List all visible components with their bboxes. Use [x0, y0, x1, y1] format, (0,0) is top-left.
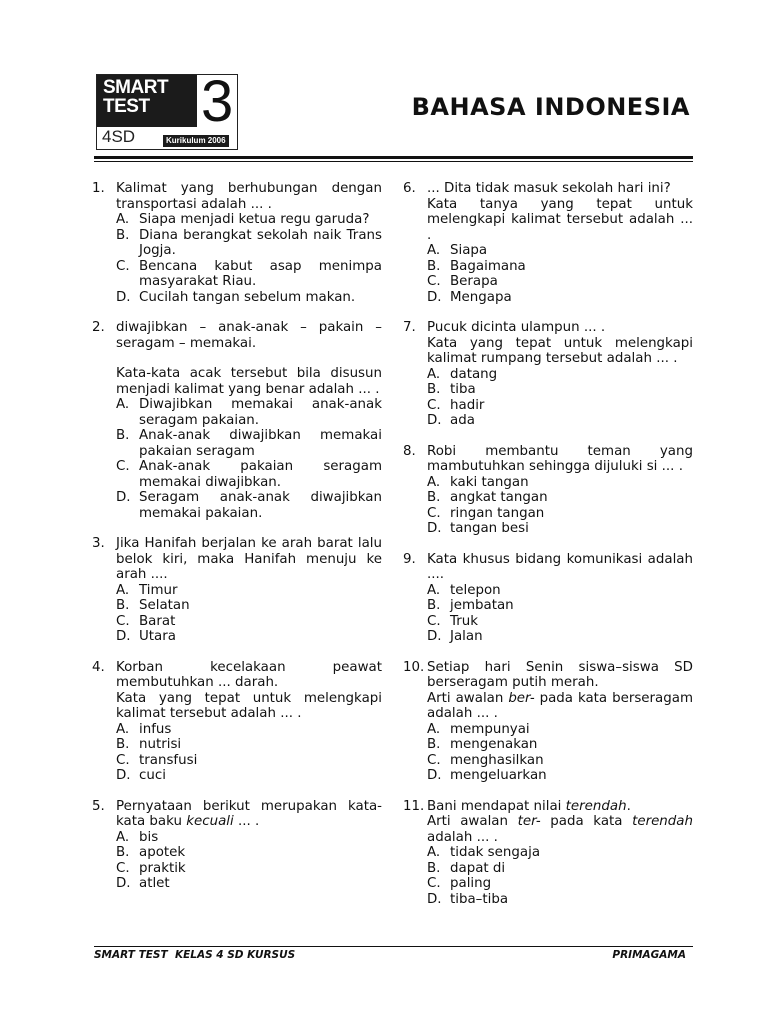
question-4	[92, 660, 382, 784]
question-7	[403, 320, 693, 429]
option-letter: B.	[427, 860, 441, 876]
option[interactable]	[427, 290, 693, 306]
stem-italic: terendah	[565, 798, 627, 814]
option-letter: B.	[427, 598, 441, 613]
option[interactable]	[427, 475, 693, 491]
option[interactable]	[116, 861, 382, 877]
option-text: hadir	[450, 397, 485, 413]
stem-text: pada kata	[540, 814, 633, 829]
option[interactable]	[116, 753, 382, 769]
option-letter: A.	[116, 212, 130, 227]
question-10	[403, 660, 693, 784]
option-letter: A.	[427, 721, 441, 737]
option-letter: C.	[116, 459, 130, 474]
option[interactable]	[116, 212, 382, 228]
question-stem: Robi membantu teman yang mambutuhkan sehingga dijuluki si ... .	[427, 443, 693, 474]
option-text: Utara	[139, 629, 176, 644]
logo-line2: TEST	[103, 96, 150, 117]
stem-text: ... .	[233, 814, 260, 829]
option-letter: B.	[116, 845, 130, 860]
option[interactable]	[116, 228, 382, 259]
header-rule-thick	[94, 156, 693, 159]
option[interactable]	[427, 583, 693, 599]
option-letter: A.	[427, 582, 441, 598]
option[interactable]	[116, 598, 382, 614]
stem-italic: ber-	[508, 690, 535, 706]
option-letter: B.	[116, 737, 130, 752]
option-letter: B.	[116, 227, 130, 243]
option[interactable]	[427, 367, 693, 383]
logo-grade: 4SD	[102, 127, 136, 146]
option-letter: B.	[116, 428, 130, 443]
footer-rule	[94, 946, 693, 947]
option[interactable]	[116, 459, 382, 490]
option-text: kaki tangan	[450, 474, 529, 490]
question-5	[92, 799, 382, 892]
option-letter: D.	[116, 629, 131, 644]
option[interactable]	[427, 737, 693, 753]
option-letter: D.	[116, 289, 131, 305]
question-stem: Kata yang tepat untuk melengkapi kalimat tersebut adalah ... .	[116, 690, 382, 721]
option-letter: D.	[427, 768, 442, 783]
option-text: infus	[139, 721, 172, 737]
option[interactable]	[427, 274, 693, 290]
option-letter: D.	[116, 876, 131, 891]
option-text: transfusi	[139, 752, 198, 768]
option[interactable]	[427, 398, 693, 414]
option[interactable]	[427, 243, 693, 259]
option-text: Bagaimana	[450, 258, 526, 274]
option-letter: A.	[427, 845, 441, 860]
stem-text: adalah ... .	[427, 829, 498, 845]
option-letter: C.	[116, 258, 130, 274]
left-column	[92, 181, 382, 907]
question-8	[403, 444, 693, 537]
option-text: tiba–tiba	[450, 891, 509, 907]
option-text: Diana berangkat sekolah naik Trans Jogja.	[139, 227, 382, 258]
option[interactable]	[116, 259, 382, 290]
question-number: 8.	[403, 443, 416, 459]
question-number: 11.	[403, 798, 425, 814]
option-letter: B.	[116, 598, 130, 613]
option[interactable]	[116, 845, 382, 861]
option-text: atlet	[139, 876, 170, 891]
question-stem: Jika Hanifah berjalan ke arah barat lalu belok kiri, maka Hanifah menuju ke arah ....	[116, 536, 382, 582]
option-letter: B.	[427, 258, 441, 274]
option-letter: C.	[116, 860, 130, 876]
question-11	[403, 799, 693, 908]
option-text: Siapa	[450, 243, 488, 258]
option-letter: A.	[427, 243, 441, 258]
option-letter: D.	[427, 521, 442, 536]
question-stem	[116, 799, 382, 830]
option[interactable]	[427, 861, 693, 877]
option[interactable]	[427, 876, 693, 892]
option-letter: A.	[116, 582, 130, 598]
option[interactable]	[427, 259, 693, 275]
option[interactable]	[427, 753, 693, 769]
option-letter: A.	[116, 721, 130, 737]
option[interactable]	[116, 614, 382, 630]
stem-text: pada kata berseragam adalah ... .	[427, 690, 693, 721]
option-text: dapat di	[450, 860, 506, 876]
logo-line1: SMART	[103, 77, 169, 98]
question-number: 10.	[403, 659, 425, 675]
question-number: 6.	[403, 181, 416, 196]
option[interactable]	[427, 506, 693, 522]
option-letter: B.	[427, 737, 441, 752]
option-text: Berapa	[450, 274, 498, 289]
option-text: jembatan	[450, 598, 514, 613]
question-stem	[427, 799, 693, 815]
option-letter: D.	[427, 629, 442, 644]
logo-number: 3	[201, 74, 234, 134]
option-text: tiba	[450, 382, 476, 397]
stem-italic: ter-	[517, 814, 541, 829]
option-letter: D.	[116, 490, 131, 505]
option[interactable]	[116, 490, 382, 521]
right-column	[403, 181, 693, 922]
option[interactable]	[116, 768, 382, 784]
question-3	[92, 536, 382, 645]
question-stem: Kata-kata acak tersebut bila disusun menjadi kalimat yang benar adalah ... .	[116, 366, 382, 397]
option[interactable]	[116, 397, 382, 428]
option[interactable]	[116, 876, 382, 892]
stem-italic: terendah	[632, 814, 693, 829]
option[interactable]	[427, 768, 693, 784]
question-1	[92, 181, 382, 305]
option-text: apotek	[139, 845, 186, 860]
question-6	[403, 181, 693, 305]
option-letter: D.	[427, 891, 442, 907]
question-number: 5.	[92, 798, 105, 814]
header-rule-thin	[94, 161, 693, 162]
option-text: paling	[450, 876, 492, 891]
option-letter: A.	[427, 366, 441, 382]
question-number: 2.	[92, 320, 105, 335]
option-text: nutrisi	[139, 737, 182, 752]
option[interactable]	[116, 629, 382, 645]
option-text: praktik	[139, 860, 186, 876]
question-stem	[427, 814, 693, 845]
option[interactable]	[427, 614, 693, 630]
option-letter: D.	[116, 768, 131, 783]
question-stem: Kalimat yang berhubungan dengan transportasi adalah ... .	[116, 181, 382, 212]
question-stem: Pucuk dicinta ulampun ... .	[427, 320, 606, 335]
option-letter: C.	[116, 752, 130, 768]
option-text: Siapa menjadi ketua regu garuda?	[139, 212, 370, 227]
option[interactable]	[427, 845, 693, 861]
option-text: tangan besi	[450, 521, 529, 536]
option-text: bis	[139, 829, 159, 845]
question-number: 9.	[403, 551, 416, 567]
option-text: ada	[450, 413, 475, 428]
question-number: 7.	[403, 320, 416, 335]
option-text: Anak-anak pakaian seragam memakai diwajibkan.	[139, 459, 382, 490]
option-letter: A.	[427, 474, 441, 490]
option-letter: B.	[427, 490, 441, 505]
option[interactable]	[116, 583, 382, 599]
stem-text: .	[626, 798, 631, 814]
option-letter: D.	[427, 289, 442, 305]
option-text: Jalan	[450, 629, 483, 644]
option[interactable]	[427, 413, 693, 429]
option-text: Bencana kabut asap menimpa masyarakat Riau.	[139, 258, 382, 289]
option-text: cuci	[139, 768, 166, 783]
option[interactable]	[116, 737, 382, 753]
option-text: Anak-anak diwajibkan memakai pakaian seragam	[139, 428, 382, 459]
question-stem: Kata khusus bidang komunikasi adalah ....	[427, 551, 693, 582]
option-letter: C.	[427, 505, 441, 521]
question-stem: Korban kecelakaan peawat membutuhkan ... darah.	[116, 659, 382, 690]
question-stem: Setiap hari Senin siswa–siswa SD berseragam putih merah.	[427, 659, 693, 690]
option[interactable]	[427, 490, 693, 506]
option-letter: C.	[427, 752, 441, 768]
option-letter: C.	[427, 876, 441, 891]
question-2	[92, 320, 382, 521]
option[interactable]	[427, 722, 693, 738]
footer-left-text: SMART TEST KELAS 4 SD KURSUS	[94, 949, 296, 961]
option-text: telepon	[450, 582, 501, 598]
question-stem: ... Dita tidak masuk sekolah hari ini?	[427, 181, 671, 196]
stem-text: Arti awalan	[427, 690, 509, 706]
stem-italic: kecuali	[186, 814, 234, 829]
option-letter: C.	[116, 613, 130, 629]
stem-text: Bani mendapat nilai	[427, 798, 566, 814]
option-text: Mengapa	[450, 289, 512, 305]
page-title: BAHASA INDONESIA	[411, 93, 690, 121]
option[interactable]	[427, 629, 693, 645]
option-letter: C.	[427, 397, 441, 413]
question-stem: Kata yang tepat untuk melengkapi kalimat rumpang tersebut adalah ... .	[427, 335, 693, 366]
option-letter: C.	[427, 274, 441, 289]
question-stem: diwajibkan – anak-anak – pakain – seragam – memakai.	[116, 320, 382, 351]
option-letter: C.	[427, 613, 441, 629]
option-text: Cucilah tangan sebelum makan.	[139, 289, 356, 305]
question-number: 3.	[92, 536, 105, 551]
option[interactable]	[116, 290, 382, 306]
option[interactable]	[116, 830, 382, 846]
option-text: Truk	[450, 613, 478, 629]
option-text: Selatan	[139, 598, 190, 613]
question-number: 4.	[92, 659, 105, 675]
option[interactable]	[427, 382, 693, 398]
question-number: 1.	[92, 181, 105, 196]
option-text: datang	[450, 366, 498, 382]
footer-right-text: PRIMAGAMA	[612, 949, 686, 961]
option-text: ringan tangan	[450, 505, 545, 521]
option[interactable]	[427, 598, 693, 614]
option-text: angkat tangan	[450, 490, 548, 505]
option[interactable]	[116, 722, 382, 738]
stem-text: Pernyataan berikut merupakan kata-kata baku	[116, 798, 382, 829]
option-letter: A.	[116, 397, 130, 412]
option-text: mengenakan	[450, 737, 538, 752]
option-text: mempunyai	[450, 721, 530, 737]
logo-curriculum: Kurikulum 2006	[163, 135, 229, 147]
smart-test-logo	[96, 74, 238, 150]
question-9	[403, 552, 693, 645]
option-letter: A.	[116, 829, 130, 845]
question-stem: Kata tanya yang tepat untuk melengkapi kalimat tersebut adalah ... .	[427, 196, 693, 243]
option-text: tidak sengaja	[450, 845, 541, 860]
option-text: Timur	[139, 582, 178, 598]
option-letter: D.	[427, 413, 442, 428]
option-text: Seragam anak-anak diwajibkan memakai pakaian.	[139, 490, 382, 521]
option-text: Barat	[139, 613, 176, 629]
question-stem	[427, 691, 693, 722]
option-text: Diwajibkan memakai anak-anak seragam pakaian.	[139, 397, 382, 428]
option-text: menghasilkan	[450, 752, 544, 768]
stem-text: Arti awalan	[427, 814, 518, 829]
option[interactable]	[427, 521, 693, 537]
option[interactable]	[427, 892, 693, 908]
option[interactable]	[116, 428, 382, 459]
option-letter: B.	[427, 382, 441, 397]
option-text: mengeluarkan	[450, 768, 547, 783]
